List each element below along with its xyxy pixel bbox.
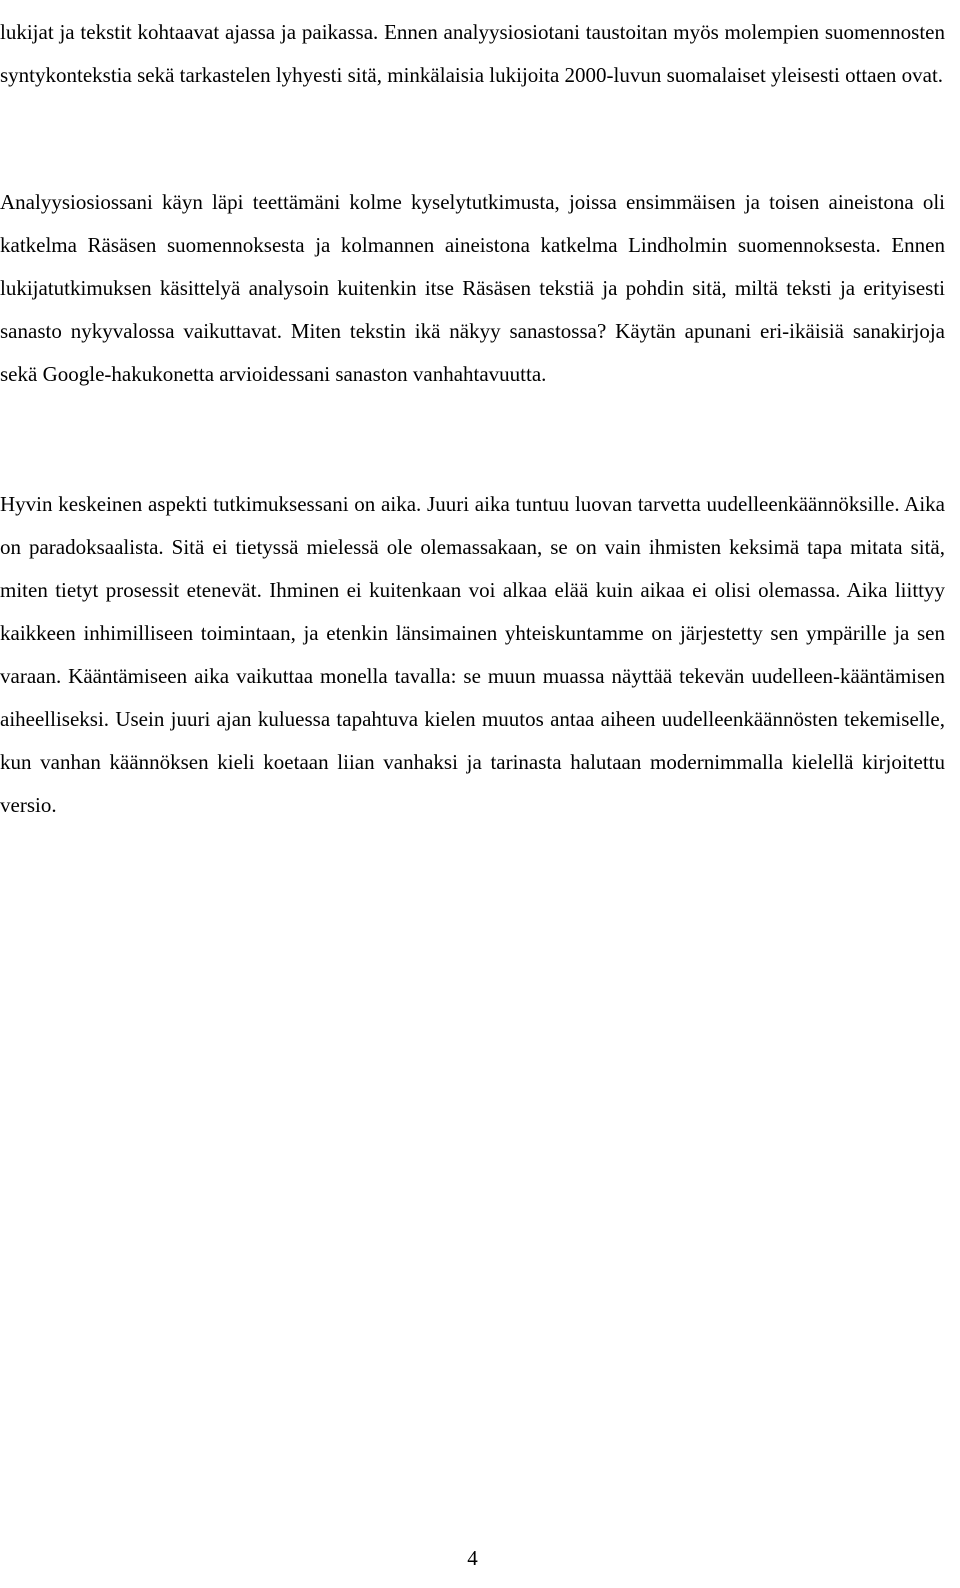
paragraph-3: Hyvin keskeinen aspekti tutkimuksessani on aika. Juuri aika tuntuu luovan tarvetta uudelleenkäännöksille. Aika on paradoksaalista. Sitä ei tietyssä mielessä ole olemassakaan, se on vain ihmisten keksimä tapa mitata sitä, miten tietyt prosessit etenevät. Ihminen ei kuitenkaan voi alkaa elää kuin aikaa ei olisi olemassa. Aika liittyy kaikkeen inhimilliseen toimintaan, ja etenkin länsimainen yhteiskuntamme on järjestetty sen ympärille ja sen varaan. Kääntämiseen aika vaikuttaa monella tavalla: se muun muassa näyttää tekevän uudelleen-kääntämisen aiheelliseksi. Usein juuri ajan kuluessa tapahtuva kielen muutos antaa aiheen uudelleenkäännösten tekemiselle, kun vanhan käännöksen kieli koetaan liian vanhaksi ja tarinasta halutaan modernimmalla kielellä kirjoitettu versio. [0, 492, 945, 817]
paragraph-1: lukijat ja tekstit kohtaavat ajassa ja paikassa. Ennen analyysiosiotani taustoitan myös molempien suomennosten syntykontekstia sekä tarkastelen lyhyesti sitä, minkälaisia lukijoita 2000-luvun suomalaiset yleisesti ottaen ovat. [0, 20, 945, 87]
paragraph-2: Analyysiosiossani käyn läpi teettämäni kolme kyselytutkimusta, joissa ensimmäisen ja toisen aineistona oli katkelma Räsäsen suomennoksesta ja kolmannen aineistona katkelma Lindholmin suomennoksesta. Ennen lukijatutkimuksen käsittelyä analysoin kuitenkin itse Räsäsen tekstiä ja pohdin sitä, miltä teksti ja erityisesti sanasto nykyvalossa vaikuttavat. Miten tekstin ikä näkyy sanastossa? Käytän apunani eri-ikäisiä sanakirjoja sekä Google-hakukonetta arvioidessani sanaston vanhahtavuutta. [0, 190, 945, 386]
page-number: 4 [467, 1546, 478, 1570]
